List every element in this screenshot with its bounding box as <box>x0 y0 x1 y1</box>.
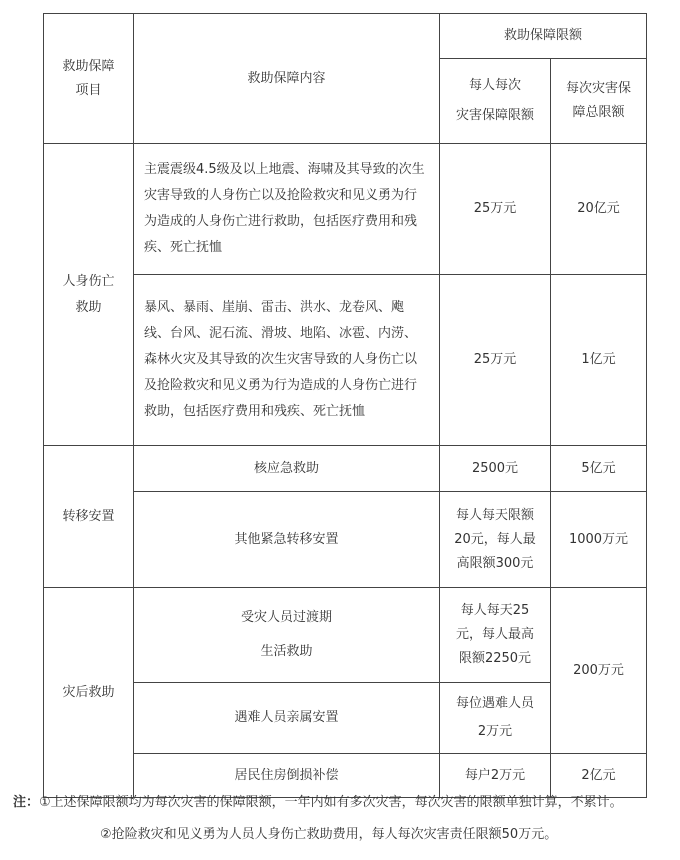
row-per-person-text: 25万元 <box>473 352 517 367</box>
row-per-person <box>440 683 551 754</box>
row-content-line1: 受灾人员过渡期 <box>240 610 332 625</box>
header-content-text: 救助保障内容 <box>247 70 326 86</box>
note-2 <box>100 826 557 844</box>
section-name <box>44 144 134 446</box>
table-row <box>44 144 647 275</box>
row-total-text: 20亿元 <box>577 201 620 216</box>
row-content-text: 核应急救助 <box>253 460 319 476</box>
note-2-text: ②抢险救灾和见义勇为人员人身伤亡救助费用，每人每次灾害责任限额50万元。 <box>100 827 558 842</box>
row-content-gap <box>134 630 439 640</box>
row-per-person <box>440 144 551 275</box>
header-project <box>44 14 134 144</box>
row-per-person <box>440 275 551 446</box>
row-content-line2: 生活救助 <box>260 644 313 659</box>
row-content-text: 暴风、暴雨、崖崩、雷击、洪水、龙卷风、飑线、台风、泥石流、滑坡、地陷、冰雹、内涝、森林火灾及其导致的次生灾害导致的人身伤亡以及抢险救灾和见义勇为行为造成的人身伤亡进行救助，包括医疗费用和残疾、死亡抚恤 <box>144 300 418 419</box>
row-total-text: 200万元 <box>573 662 624 678</box>
row-content <box>134 754 440 798</box>
header-limit <box>440 14 647 59</box>
header-limit-text: 救助保障限额 <box>504 28 583 43</box>
note-1 <box>13 794 623 812</box>
row-total <box>551 588 647 754</box>
section-name <box>44 588 134 798</box>
row-content <box>134 588 440 683</box>
row-total-text: 2亿元 <box>581 767 616 783</box>
section-name-text: 灾后救助 <box>62 684 115 700</box>
header-row <box>44 14 647 59</box>
row-per-person <box>440 492 551 588</box>
section-name <box>44 446 134 588</box>
header-per-disaster-total-text: 每次灾害保 障总限额 <box>566 81 632 120</box>
row-per-person-text: 2500元 <box>471 460 519 476</box>
row-per-person-text: 25万元 <box>473 201 517 216</box>
table-row <box>44 492 647 588</box>
row-content-text: 主震震级4.5级及以上地震、海啸及其导致的次生灾害导致的人身伤亡以及抢险救灾和见义勇为行为造成的人身伤亡进行救助，包括医疗费用和残疾、死亡抚恤 <box>144 162 425 255</box>
table-row <box>44 446 647 492</box>
table-row <box>44 275 647 446</box>
row-content-text: 居民住房倒损补偿 <box>234 767 339 783</box>
relief-limits-table <box>43 13 647 798</box>
table-row <box>44 754 647 798</box>
row-total <box>551 144 647 275</box>
header-content <box>134 14 440 144</box>
row-per-person <box>440 754 551 798</box>
row-content <box>134 492 440 588</box>
row-per-person <box>440 588 551 683</box>
row-total <box>551 446 647 492</box>
row-total <box>551 492 647 588</box>
section-name-text: 人身伤亡 救助 <box>62 273 115 315</box>
row-content <box>134 683 440 754</box>
row-total-text: 1000万元 <box>568 531 629 547</box>
section-name-text: 转移安置 <box>62 508 115 524</box>
row-content-text: 其他紧急转移安置 <box>234 531 339 547</box>
note-1-text: ①上述保障限额均为每次灾害的保障限额，一年内如有多次灾害，每次灾害的限额单独计算，不累计。 <box>39 795 623 810</box>
row-content <box>134 275 440 446</box>
table-row <box>44 588 647 683</box>
row-content-text: 遇难人员亲属安置 <box>234 710 339 725</box>
row-per-person <box>440 446 551 492</box>
note-label: 注： <box>13 795 40 810</box>
header-project-text: 救助保障 项目 <box>62 58 115 98</box>
header-per-person-text: 每人每次 灾害保障限额 <box>455 78 534 123</box>
row-per-person-text: 每人每天25 元，每人最高 限额2250元 <box>455 603 534 666</box>
header-per-disaster-total <box>551 59 647 144</box>
row-total-text: 5亿元 <box>581 460 616 476</box>
row-total-text: 1亿元 <box>581 352 616 367</box>
row-content <box>134 446 440 492</box>
row-total <box>551 754 647 798</box>
row-per-person-text: 每位遇难人员 2万元 <box>455 696 534 739</box>
row-per-person-text: 每人每天限额 20元，每人最 高限额300元 <box>454 507 536 571</box>
header-per-person <box>440 59 551 144</box>
row-total <box>551 275 647 446</box>
row-per-person-text: 每户2万元 <box>464 767 526 783</box>
row-content <box>134 144 440 275</box>
